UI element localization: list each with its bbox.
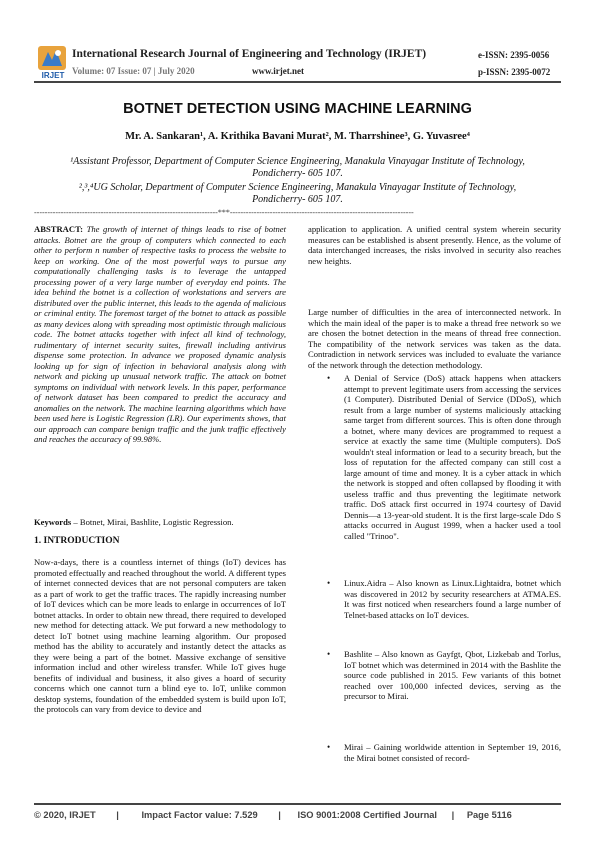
e-issn: e-ISSN: 2395-0056 (478, 50, 550, 60)
keywords (34, 517, 286, 528)
bullet-icon: • (327, 649, 331, 659)
bullet-icon: • (327, 578, 331, 588)
abstract-label: ABSTRACT: (34, 224, 84, 234)
journal-website[interactable]: www.irjet.net (252, 66, 304, 76)
affiliation-2-line-2: Pondicherry- 605 107. (252, 194, 343, 205)
affiliation-1 (34, 156, 561, 180)
footer-iso: ISO 9001:2008 Certified Journal (297, 810, 438, 820)
bullet-icon: • (327, 373, 331, 383)
section-separator: ---------------------------------------------------------------------***--------------------------------------------------------------------- (34, 208, 414, 217)
affiliation-2 (34, 182, 561, 206)
keywords-label: Keywords (34, 517, 72, 527)
author-list: Mr. A. Sankaran¹, A. Krithika Bavani Murat², M. Tharrshinee³, G. Yuvasree⁴ (125, 131, 470, 142)
section-heading-introduction: 1. INTRODUCTION (34, 536, 120, 546)
footer-separator: | (116, 810, 119, 820)
journal-logo (34, 44, 70, 84)
footer-impact-factor: Impact Factor value: 7.529 (141, 810, 258, 820)
affiliation-1-line-1: ¹Assistant Professor, Department of Computer Science Engineering, Manakula Vinayagar Institute of Technology, (70, 156, 525, 167)
p-issn: p-ISSN: 2395-0072 (478, 67, 551, 77)
keywords-text: – Botnet, Mirai, Bashlite, Logistic Regression. (71, 517, 234, 527)
bullet-text: A Denial of Service (DoS) attack happens when attackers attempt to prevent legitimate users from accessing the services (1 Computer). Distributed Denial of Service (DDoS), which result from a large number of systems maliciously attacking same target from different sources. This is often done through a botnet, where many devices are programmed to request a service at exactly the same time (Multiple computers). DoS wouldn't steal information or lead to a security breach, but the loss of reputation for the affected company can still cost a large amount of time and money. It is a cyber attack in which the network is stopped and often collapsed by flooding it with useless traffic and thus preventing the legitimate network traffic. DoS attack first occurred in 1974 courtesy of David Dennis—a 13-year-old student. It is the first large-scale Ddo S attacks occurred in August 1999, when a hacker used a tool called "Trinoo". (344, 373, 561, 541)
bullet-text: Mirai – Gaining worldwide attention in September 19, 2016, the Mirai botnet consisted of record- (344, 742, 561, 763)
footer-rule (34, 803, 561, 805)
journal-name: International Research Journal of Engineering and Technology (IRJET) (72, 48, 427, 60)
abstract (34, 224, 286, 445)
volume-info: Volume: 07 Issue: 07 | July 2020 (72, 66, 195, 76)
right-paragraph-2: Large number of difficulties in the area of interconnected network. In which the main ideal of the paper is to make a thread free network so we are chosen the botnet detection in the means of thread free connection. The compatibility of the network services was taken as the data. Contradiction in network services was included to evaluate the variance of the network through the detection methodology. (308, 307, 561, 370)
bullet-text: Bashlite – Also known as Gayfgt, Qbot, Lizkebab and Torlus, IoT botnet which was determined in 2014 with the Bashlite the source code published in 2015. Few variants of this botnet reached over 100,000 infected devices, serving as the precursor to Mirai. (344, 649, 561, 701)
footer-copyright: © 2020, IRJET (34, 810, 96, 820)
affiliation-2-line-1: ²,³,⁴UG Scholar, Department of Computer Science Engineering, Manakula Vinayagar Institute of Technology, (78, 182, 517, 193)
footer-page-number: Page 5116 (466, 810, 512, 820)
page-footer (34, 810, 561, 820)
paper-title: BOTNET DETECTION USING MACHINE LEARNING (123, 101, 472, 117)
header-rule (34, 81, 561, 83)
affiliation-1-line-2: Pondicherry- 605 107. (252, 168, 343, 179)
bullet-icon: • (327, 742, 331, 752)
right-paragraph-1: application to application. A unified central system wherein security measures can be established is absent presently. Hence, as the volume of data interchanged increases, the risks involved in security also reaches new heights. (308, 224, 561, 266)
logo-text: IRJET (41, 71, 65, 80)
footer-separator: | (451, 810, 455, 820)
introduction-paragraph: Now-a-days, there is a countless internet of things (IoT) devices has promoted effectually and reached throughout the world. A different types of internet connected devices that are not personal computers are taken as a part of work to get the traffic traces. The rapidly increasing number of IoT devices which can be more leads to enlarge in occurrences of IoT botnet attacks. In order to obtain new thread, there required to developed new method for detecting attack. We put forward a new methodology to detect IoT botnet using machine learning algorithm. Our proposed method has the ability to accurately and instantly detect the attacks as they were being a part of the botnet. Massive exchange of sensitive information includ and other wireless transfer. While IoT gives huge benefits of individual and business, it also gives a hoard of security concerns which one cannot turn a blind eye to. IoT, unlike common desktop systems, foundation of the embedded system is build upon IoT, the protocols can vary from device to device and (34, 557, 286, 714)
footer-separator: | (278, 810, 281, 820)
abstract-text: The growth of internet of things leads to rise of botnet attacks. Botnet are the group of computers which connected to each other to perform n number of respective tasks to process the website to keep on working. One of the most powerful ways to pursue any computationally challenging tasks is to leverage the untapped processing power of a very large number of everyday end points. The idea behind the botnet is a collection of workstations and servers are distributed over the public internet, this leads to the agenda of malicious or criminal entity. The foremost target of the botnet to attack as possible as many devices along with spreading most optimistic through malicious code. The botnet attacks together with infect all kind of technology, rudimentary of internet security suites, firewall including antivirus dispense some protection. In advance we proposed dynamic analysis looking up for sign of infection in behavioral analysis along with network and picking up unusual network traffic. The attack on botnet symptoms on individual with network levels. In this paper, performance of network dataset has been compared to predict the accuracy and anomalies on the network. The machine learning algorithms which have been used here is Logistic Regression (LR). Our experiments shows, that our approach can compare benign traffic and the junk traffic effectively and reaches the accuracy of 99.98%. (34, 224, 286, 444)
bullet-text: Linux.Aidra – Also known as Linux.Lightaidra, botnet which was discovered in 2012 by security researchers at ATMA.ES. It was first noticed when researchers found a large number of Telnet-based attacks on IoT devices. (344, 578, 561, 620)
